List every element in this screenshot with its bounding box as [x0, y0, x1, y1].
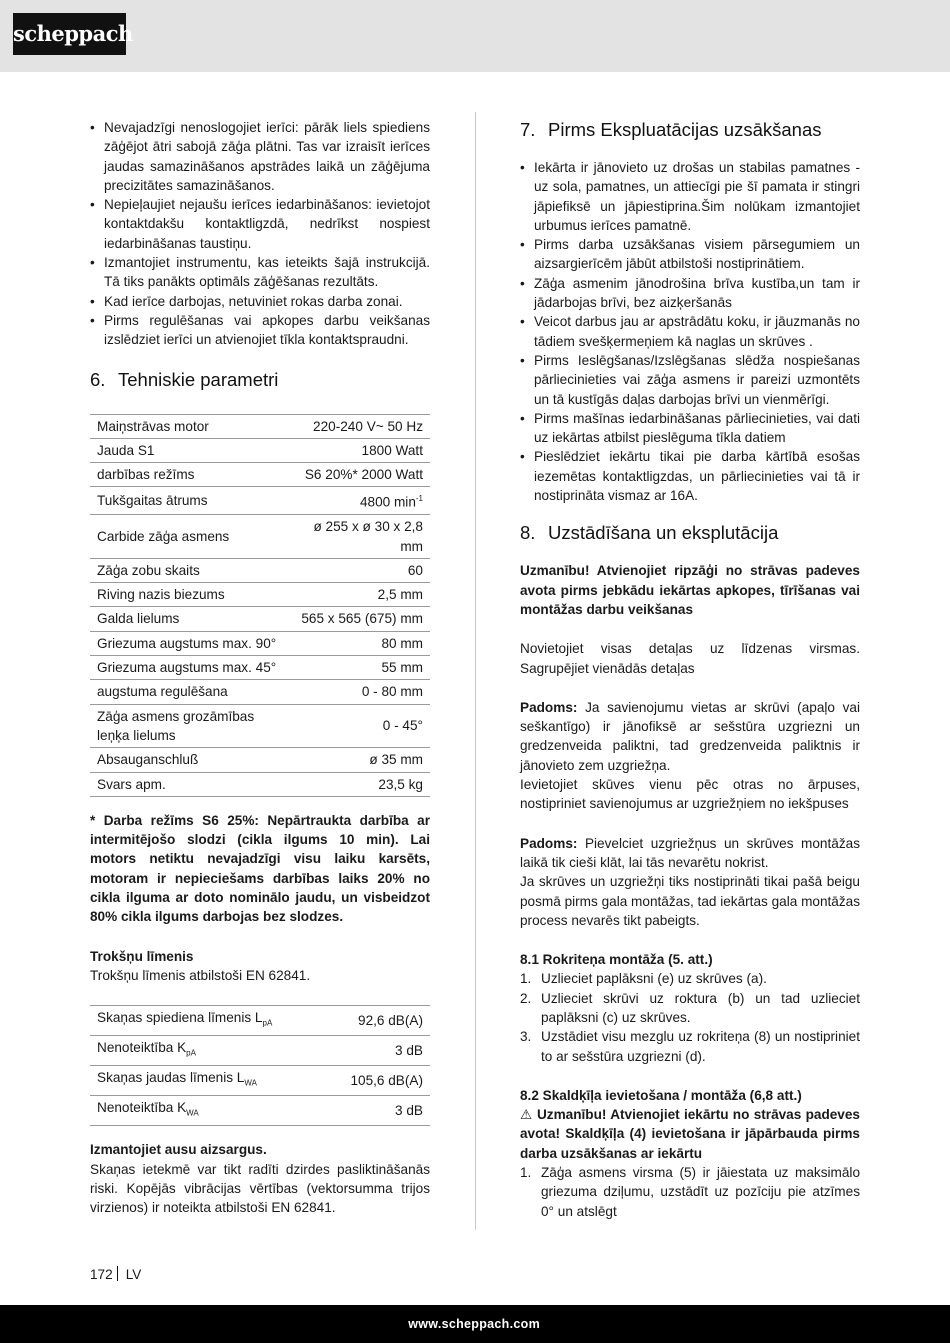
param-value: 2,5 mm [287, 583, 430, 607]
list-item: 1. Zāģa asmens virsma (5) ir jāiestata uz maksimālo griezuma dziļumu, uzstādīt uz pozīciju pie atzīmes 0° un atslēgt [520, 1165, 860, 1219]
tip-label: Padoms: [520, 835, 578, 851]
ear-protection-text: Skaņas ietekmē var tikt radīti dzirdes pasliktināšanās riski. Kopējās vibrācijas vērtības (vektorsumma trijos virzienos) ir noteikta atbilstoši EN 62841. [90, 1161, 430, 1216]
footer-bar [0, 1305, 950, 1343]
noise-value: 3 dB [323, 1036, 430, 1066]
param-value-superscript: -1 [415, 494, 423, 504]
param-label: Griezuma augstums max. 90° [90, 631, 287, 655]
assembly-intro: Novietojiet visas detaļas uz līdzenas virsmas. Sagrupējiet vienādās detaļas [520, 641, 860, 676]
table-row [90, 1036, 430, 1066]
list-item: • Izmantojiet instrumentu, kas ieteikts šajā instrukcijā. Tā tiks panākts optimāls zāģēšanas rezultāts. [90, 253, 430, 292]
safety-bullet-list [90, 118, 430, 350]
column-divider [475, 112, 476, 1230]
noise-label-text: Nenoteiktība K [97, 1040, 187, 1056]
noise-label [90, 1066, 323, 1096]
noise-label [90, 1006, 323, 1036]
technical-parameters-table [90, 414, 430, 797]
page-separator [117, 1266, 118, 1281]
param-value: 80 mm [287, 631, 430, 655]
tip-1-continued: Ievietojiet skūves vienu pēc otras no ārpuses, nostipriniet savienojumus ar uzgriežņiem no iekšpuses [520, 777, 860, 812]
table-row [90, 487, 430, 515]
param-label: Zāģa zobu skaits [90, 558, 287, 582]
param-value: 0 - 80 mm [287, 680, 430, 704]
subsection-8-1-steps [520, 969, 860, 1065]
subsection-8-2-warning: ⚠ Uzmanību! Atvienojiet iekārtu no strāvas padeves avota! Skaldķīļa (4) ievietošana ir jāpārbauda pirms darba uzsākšanas ar iekārtu [520, 1107, 860, 1161]
section-8-heading [520, 521, 860, 545]
param-value: ø 35 mm [287, 748, 430, 772]
noise-value: 105,6 dB(A) [323, 1066, 430, 1096]
tip-text: Pievelciet uzgriežņus un skrūves montāžas laikā tik cieši klāt, lai tās nevarētu nokrist. [520, 835, 860, 870]
param-label: Jauda S1 [90, 438, 287, 462]
tip-text: Ja savienojumu vietas ar skrūvi (apaļo vai seškantīgo) ir jānofiksē ar sešstūra uzgriezni un gredzenveida paliktni, tad gredzenveida paliktnis ir jānovieto zem uzgriežņa. [520, 699, 860, 773]
step-text: Uzlieciet skrūvi uz roktura (b) un tad uzlieciet paplāksni (c) uz skrūves. [541, 990, 860, 1025]
list-item: • Iekārta ir jānovieto uz drošas un stabilas pamatnes - uz sola, pamatnes, un attiecīgi pie šī pamata ir stingri jāpiefiksē un jāpiestiprina.Šim nolūkam izmantojiet urbumus ierīces pamatnē. [520, 158, 860, 235]
disconnect-warning: Uzmanību! Atvienojiet ripzāģi no strāvas padeves avota pirms jebkādu iekārtas apkopes, tīrīšanas vai montāžas darbu veikšanas [520, 563, 860, 617]
section-number: 7. [520, 119, 536, 140]
before-use-bullet-list [520, 158, 860, 505]
subsection-8-2-steps [520, 1163, 860, 1221]
noise-label-subscript: WA [186, 1108, 199, 1118]
section-number: 6. [90, 368, 106, 390]
page-number-area [90, 1265, 141, 1284]
table-row [90, 607, 430, 631]
subsection-8-1-title: 8.1 Rokriteņa montāža (5. att.) [520, 952, 713, 968]
section-title: Uzstādīšana un eksplutācija [548, 522, 779, 544]
table-row [90, 772, 430, 796]
table-row [90, 463, 430, 487]
noise-label-subscript: pA [186, 1048, 196, 1058]
noise-label-text: Nenoteiktība K [97, 1100, 187, 1116]
step-text: Zāģa asmens virsma (5) ir jāiestata uz maksimālo griezuma dziļumu, uzstādīt uz pozīciju pie atzīmes 0° un atslēgt [541, 1165, 860, 1219]
noise-label-subscript: WA [244, 1078, 257, 1088]
left-column [90, 118, 430, 1217]
list-item: 2. Uzlieciet skrūvi uz roktura (b) un tad uzlieciet paplāksni (c) uz skrūves. [520, 990, 860, 1025]
subsection-8-2-title: 8.2 Skaldķīļa ievietošana / montāža (6,8 att.) [520, 1087, 802, 1103]
table-row [90, 583, 430, 607]
section-title: Pirms Ekspluatācijas uzsākšanas [548, 119, 822, 140]
list-item: • Pirms Ieslēgšanas/Izslēgšanas slēdža nospiešanas pārliecinieties vai zāģa asmens ir pareizi uzmontēts un tā kustīgās daļas darbojas brīvi un vienmērīgi. [520, 351, 860, 409]
table-row [90, 438, 430, 462]
list-item: 3. Uzstādiet visu mezglu uz rokriteņa (8) un nostipriniet to ar sešstūra uzgriezni (d). [520, 1029, 860, 1064]
noise-heading: Trokšņu līmenis [90, 948, 194, 964]
noise-text: Trokšņu līmenis atbilstoši EN 62841. [90, 967, 311, 983]
ear-protection-heading: Izmantojiet ausu aizsargus. [90, 1142, 267, 1158]
duty-cycle-note: * Darba režīms S6 25%: Nepārtraukta darbība ar intermitējošo slodzi (cikla ilgums 10 min). Lai motors netiktu nevajadzīgi visu laiku karsēts, motoram ir nepieciešams darbības laiks 20% no cikla ilguma ar doto nominālo jaudu, un visbeidzot 80% cikla ilgums darbojas bez slodzes. [90, 812, 430, 925]
table-row [90, 558, 430, 582]
param-value: 1800 Watt [287, 438, 430, 462]
param-value: 60 [287, 558, 430, 582]
param-label: augstuma regulēšana [90, 680, 287, 704]
list-item: • Pirms mašīnas iedarbināšanas pārliecinieties, vai dati uz iekārtas atbilst pieslēguma tīkla datiem [520, 409, 860, 448]
list-item: • Veicot darbus jau ar apstrādātu koku, ir jāuzmanās no tādiem svešķermeņiem kā naglas un skrūves . [520, 312, 860, 351]
table-row [90, 1066, 430, 1096]
param-label: Griezuma augstums max. 45° [90, 656, 287, 680]
param-label: Riving nazis biezums [90, 583, 287, 607]
noise-label [90, 1036, 323, 1066]
table-row [90, 631, 430, 655]
table-row [90, 680, 430, 704]
param-value: 55 mm [287, 656, 430, 680]
table-row [90, 515, 430, 559]
param-value: S6 20%* 2000 Watt [287, 463, 430, 487]
param-label: Absauganschluß [90, 748, 287, 772]
param-label: Svars apm. [90, 772, 287, 796]
param-label: Tukšgaitas ātrums [90, 487, 287, 515]
list-item: • Kad ierīce darbojas, netuviniet rokas darba zonai. [90, 292, 430, 311]
section-7-heading [520, 118, 860, 142]
list-item: • Nevajadzīgi nenoslogojiet ierīci: pārāk liels spiediens zāģējot ātri sabojā zāģa plātni. Tas var izraisīt ierīces jaudas samazināšanos apstrādes laikā un zāģējuma precizitātes samazināšanos. [90, 118, 430, 195]
section-number: 8. [520, 522, 536, 544]
page-number: 172 [90, 1267, 113, 1282]
table-row [90, 748, 430, 772]
scheppach-logo: scheppach [13, 13, 126, 55]
noise-label [90, 1096, 323, 1126]
param-value: 23,5 kg [287, 772, 430, 796]
param-value: 565 x 565 (675) mm [287, 607, 430, 631]
list-item: • Nepieļaujiet nejaušu ierīces iedarbināšanos: ievietojot kontaktdakšu kontaktligzdā, nedrīkst nospiest iedarbināšanas taustiņu. [90, 195, 430, 253]
noise-label-text: Skaņas spiediena līmenis L [97, 1010, 263, 1026]
section-6-heading [90, 368, 430, 392]
param-value: 0 - 45° [287, 704, 430, 748]
table-row [90, 1006, 430, 1036]
header-bar [0, 0, 950, 72]
list-item: • Pirms regulēšanas vai apkopes darbu veikšanas izslēdziet ierīci un atvienojiet tīkla kontaktspraudni. [90, 311, 430, 350]
language-code: LV [125, 1267, 142, 1282]
step-text: Uzlieciet paplāksni (e) uz skrūves (a). [541, 971, 767, 987]
right-column [520, 118, 860, 1221]
list-item: • Pirms darba uzsākšanas visiem pārsegumiem un aizsargierīcēm jābūt atbilstoši nostiprinātiem. [520, 235, 860, 274]
list-item: 1. Uzlieciet paplāksni (e) uz skrūves (a). [520, 971, 767, 987]
tip-1 [520, 698, 860, 775]
param-label: Galda lielums [90, 607, 287, 631]
section-title: Tehniskie parametri [118, 368, 279, 390]
param-label: Maiņstrāvas motor [90, 414, 287, 438]
noise-label-subscript: pA [262, 1018, 273, 1028]
step-text: Uzstādiet visu mezglu uz rokriteņa (8) un nostipriniet to ar sešstūra uzgriezni (d). [541, 1029, 860, 1064]
param-value: ø 255 x ø 30 x 2,8 mm [287, 515, 430, 559]
noise-table [90, 1005, 430, 1126]
noise-value: 3 dB [323, 1096, 430, 1126]
param-value: 220-240 V~ 50 Hz [287, 414, 430, 438]
tip-label: Padoms: [520, 699, 578, 715]
param-label: Zāģa asmens grozāmības leņķa lielums [90, 704, 287, 748]
website-link[interactable]: www.scheppach.com [408, 1317, 540, 1331]
noise-value: 92,6 dB(A) [323, 1006, 430, 1036]
list-item: • Pieslēdziet iekārtu tikai pie darba kārtībā esošas iezemētas kontaktligzdas, un pārliecinieties vai tā ir nostiprināta vismaz ar 16A. [520, 447, 860, 505]
list-item: • Zāģa asmenim jānodrošina brīva kustība,un tam ir jādarbojas brīvi, bez aizķeršanās [520, 274, 860, 313]
table-row [90, 1096, 430, 1126]
table-row [90, 656, 430, 680]
table-row [90, 414, 430, 438]
table-row [90, 704, 430, 748]
noise-label-text: Skaņas jaudas līmenis L [97, 1070, 245, 1086]
tip-2 [520, 834, 860, 873]
param-value [287, 487, 430, 515]
param-label: Carbide zāģa asmens [90, 515, 287, 559]
param-value-text: 4800 min [359, 494, 416, 510]
tip-2-continued: Ja skrūves un uzgriežņi tiks nostiprināti tikai pašā beigu posmā pirms gala montāžas, tad iekārtas gala montāžas process nevarēs tikt pabeigts. [520, 874, 861, 928]
param-label: darbības režīms [90, 463, 287, 487]
